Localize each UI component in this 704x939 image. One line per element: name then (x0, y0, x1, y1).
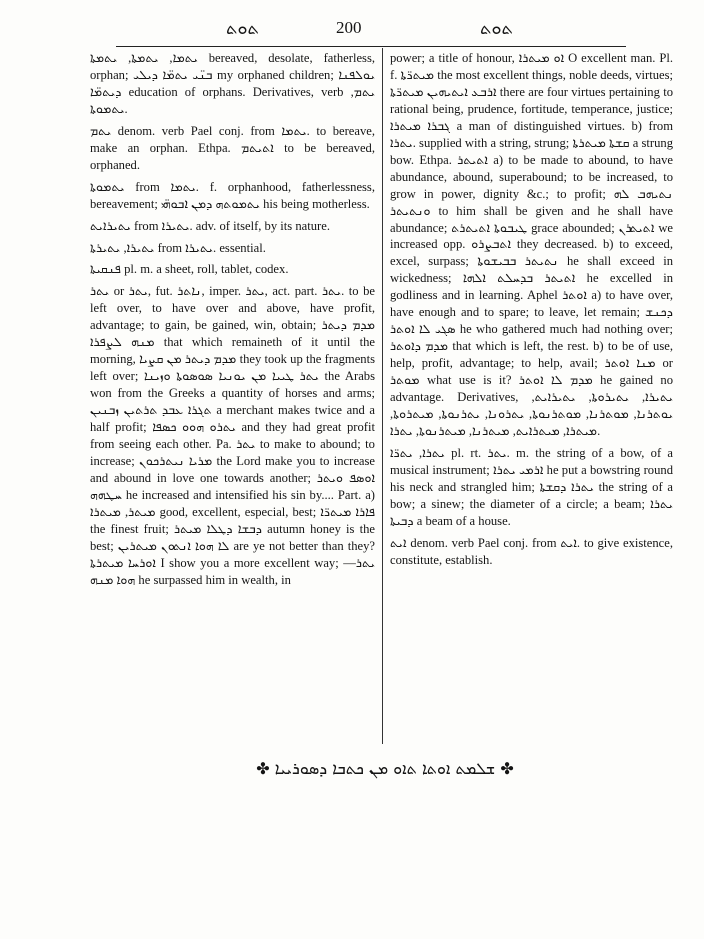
entry-string: ܝܬܪܐ, ܝܬܪ̈ܐ pl. rt. ܝܬܪ. m. the string of a bow, of a musical instrument; ܐܪܡܝ ܝܬܪܐ he put a bowstring round his neck and strangled him; ܝܬܪܐ ܕܩܫܬܐ the string of a bow; a sinew; the diameter of a circle; a beam; ܝܬܪܐ ܕܒܝܬܐ a beam of a house. (390, 445, 673, 528)
entry-sheet: ܦܢܩܝܬܐ pl. m. a sheet, roll, tablet, codex. (90, 262, 289, 277)
entry-give-existence: ܐܝܬ denom. verb Pael conj. from ܐܝܬ. to give existence, constitute, establish. (390, 535, 673, 567)
entry-power-continued: power; a title of honour, ܐܘ ܡܝܬܪܐ O excellent man. Pl. f. ܡܝܬܪ̈ܬܐ the most excellent things, noble deeds, virtues; ܐܪܒܥ ܐܝܬܝܗܝܢ ܡܝܬܪ̈ܬܐ there are four virtues pertaining to rational being, prudence, fortitude, temperance, justice; ܓܒܪܐ ܡܝܬܪܐ a man of distinguished virtues. b) from ܝܬܪܐ. supplied with a string, strung; ܩܫܬܐ ܡܝܬܪܬܐ a strung bow. Ethpa. ܐܬܝܬܪ a) to be made to abound, to have abundance, abound, superabound; to be increased, to grow in power, dignity &c.; to profit; ܢܬܝܗܒ ܠܗ ܘܢܬܝܬܪ to him shall be given and he shall have abundance; ܛܝܒܘܬܐ ܐܬܝܬܪܬ grace abounded; ܐܬܝܬܪܢ we increased opp. ܐܬܒܨܪܘ they decreased. b) to exceed, excel, surpass; ܢܬܝܬܪ ܒܒܝܫܘܬܐ he shall exceed in wickedness; ܐܬܝܬܪ ܒܕܚܠܬ ܐܠܗܐ he excelled in godliness and in learning. Aphel ܐܘܬܪ a) to have over, have enough and to spare; to leave, let remain; ܕܟܢܫ ܣܓܝ ܠܐ ܐܘܬܪ he who gathered much had nothing over; ܡܕܡ ܕܐܘܬܪ that which is left, the rest. b) to be of use, help, profit, advantage; to help, avail; ܡܢܐ ܐܘܬܪ or ܡܘܬܪ what use is it? ܡܕܡ ܠܐ ܐܘܬܪ he gained no advantage. Derivatives, ܝܬܝܪܐ, ܝܬܝܪܘܬܐ, ܝܬܝܪܐܝܬ, ܝܘܬܪܢܐ, ܡܘܬܪܢܐ, ܡܘܬܪܢܘܬܐ, ܝܬܪܘܢܐ, ܝܬܪܢܘܬܐ, ܡܝܬܪܘܬܐ, ܡܝܬܪܐ, ܡܝܬܪܐܝܬ, ܡܝܬܪܢܐ, ܡܝܬܪܢܘܬܐ, ܝܬܪܐ. (390, 51, 674, 438)
entry-bereave: ܝܬܡ denom. verb Pael conj. from ܝܬܡܐ. to bereave, make an orphan. Ethpa. ܐܬܝܬܡ to be bereaved, orphaned. (90, 123, 375, 172)
entry-of-itself: ܝܬܝܪܐܝܬ from ܝܬܝܪܐ. adv. of itself, by its nature. (90, 218, 330, 233)
entry-essential: ܝܬܝܪܐ, ܝܬܝܪܬܐ from ܝܬܝܪܐ. essential. (90, 240, 266, 255)
left-column (90, 50, 375, 589)
right-column (390, 50, 673, 569)
column-separator (382, 48, 383, 744)
header-right-word: ܬܘܬ (480, 18, 514, 38)
section-end-colophon: ✤ ܫܠܡܬ ܐܘܬܐ ܬܐܘ ܡܢ ܟܬܒܐ ܕܣܘܪܝܝܐ ✤ (256, 759, 514, 778)
header-rule (116, 46, 626, 47)
entry-orphanhood: ܝܬܡܘܬܐ from ܝܬܡܐ. f. orphanhood, fatherlessness, bereavement; ܝܬܡܘܬܗ ܕܡܢ ܐܒܘܗ̈ܝ his being motherless. (90, 179, 375, 211)
page-number: 200 (336, 18, 362, 37)
header-left-word: ܬܘܬ (226, 18, 260, 38)
entry-left-over: ܝܬܪ or ܝܬܪ, fut. ܢܐܬܪ, imper. ܝܬܪ, act. part. ܝܬܪ. to be left over, to have over and above, have profit, advantage; to gain, be gained, win, obtain; ܡܕܡ ܕܝܬܪ ܡܢܗ ܠܨܦܪܐ that which remaineth of it until the morning, ܡܕܡ ܕܝܬܪ ܡܢ ܩܨܝܐ they took up the fragments left over; ܝܬܪ ܛܝܝܐ ܡܢ ܝܘܢܝܐ ܣܘܣܘܬܐ ܘܙܝܢܐ the Arabs won from the Greeks a quantity of horses and arms; ܬܓܪܐ ܥܒܕ ܬܪܬܝܢ ܙܒܢܝܢ a merchant makes twice and a half profit; ܝܬܪܘ ܗܘܘ ܟܣܦܐ and they had great profit from seeing each other. Pa. ܝܬܪ to make to abound; to increase; ܡܪܝܐ ܢܝܬܪܟܘܢ the Lord make you to increase and abound in love one towards another; ܐܘܣܦ ܘܝܬܪ ܚܛܗܗ he increased and intensified his sin by.... Part. a) ܡܝܬܪ, ܡܝܬܪܐ good, excellent, especial, best; ܦܐܪܐ ܡܝܬܪ̈ܐ the finest fruit; ܕܒܫܐ ܕܛܠܐ ܡܝܬܪ autumn honey is the best; ܠܐ ܗܘܐ ܐܢܬܘܢ ܡܝܬܪܝܢ are ye not better than they? ܐܘܪܚܐ ܡܝܬܪܬܐ I show you a more excellent way; —ܝܬܪ ܗܘܐ ܡܢܗ he surpassed him in wealth, in (90, 284, 376, 587)
entry-orphan: ܝܬܡܐ, ܝܬܡܬܐ, ܝܬܡܬܐ bereaved, desolate, fatherless, orphan; ܒܢ̈ܝ ܝܬܡ̈ܐ ܕܝܠܝ my orphaned children; ܝܘܠܦܢܐ ܕܝܬܡ̈ܐ education of orphans. Derivatives, verb ܝܬܡ, ܝܬܡܘܬܐ. (90, 51, 375, 116)
